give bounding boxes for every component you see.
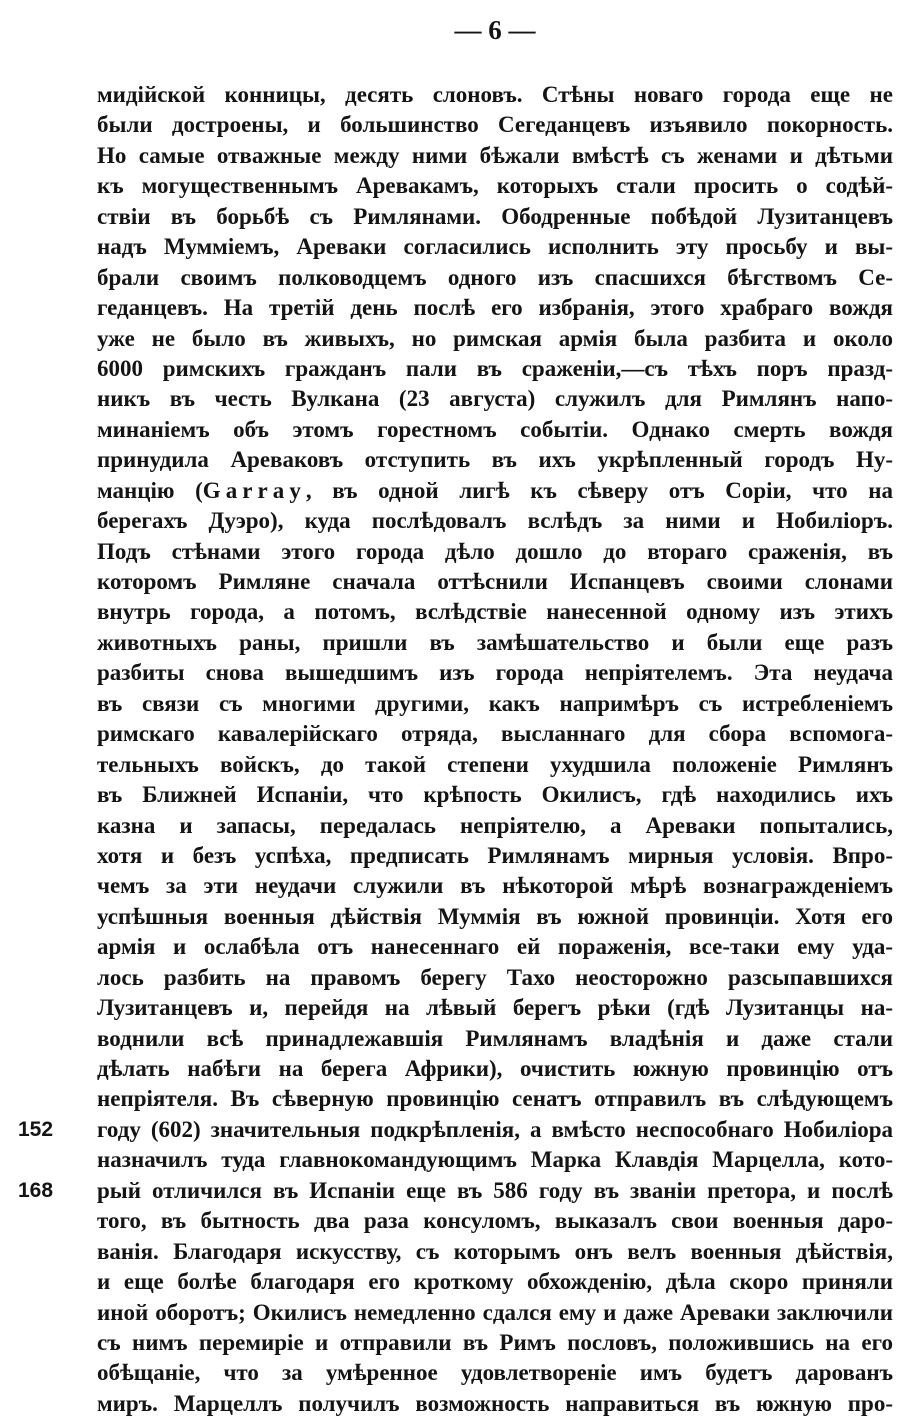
text-segment: манцію (	[97, 477, 203, 503]
text-line: принудила Ареваковъ отступить въ ихъ укрѣпленный городъ Ну-	[97, 447, 893, 473]
margin-note: 168	[18, 1179, 54, 1202]
text-line: разбиты снова вышедшимъ изъ города непріятелемъ. Эта неудача	[97, 660, 893, 686]
text-line: въ связи съ многими другими, какъ напримѣръ съ истребленіемъ	[97, 690, 893, 716]
text-line: того, въ бытность два раза консуломъ, выказалъ свои военныя даро-	[97, 1208, 893, 1234]
text-line: къ могущественнымъ Аревакамъ, которыхъ стали просить о содѣй-	[97, 173, 893, 199]
text-line: были достроены, и большинство Сегеданцевъ изъявило покорность.	[97, 112, 893, 138]
page-number: — 6 —	[454, 15, 536, 45]
text-line: чемъ за эти неудачи служили въ нѣкоторой мѣрѣ вознагражденіемъ	[97, 873, 893, 899]
text-line: Подъ стѣнами этого города дѣло дошло до втораго сраженія, въ	[97, 538, 893, 564]
text-line: и еще болѣе благодаря его кроткому обхожденію, дѣла скоро приняли	[97, 1269, 893, 1295]
text-column	[97, 80, 893, 1419]
text-line: мидійской конницы, десять слоновъ. Стѣны новаго города еще не	[97, 82, 893, 107]
text-line: Лузитанцевъ и, перейдя на лѣвый берегъ рѣки (гдѣ Лузитанцы на-	[97, 995, 893, 1021]
text-line: Но самые отважные между ними бѣжали вмѣстѣ съ женами и дѣтьми	[97, 142, 893, 168]
text-line: которомъ Римляне сначала оттѣснили Испанцевъ своими слонами	[97, 569, 893, 594]
text-line: брали своимъ полководцемъ одного изъ спасшихся бѣгствомъ Се-	[97, 264, 893, 290]
text-line: рый отличился въ Испаніи еще въ 586 году въ званіи претора, и послѣ	[97, 1177, 893, 1203]
text-line: геданцевъ. На третій день послѣ его избранія, этого храбраго вождя	[97, 295, 893, 321]
text-line: съ нимъ перемиріе и отправили въ Римъ пословъ, положившись на его	[97, 1329, 893, 1355]
text-line: хотя и безъ успѣха, предписать Римлянамъ мирныя условія. Впро-	[97, 842, 893, 868]
text-line: году (602) значительныя подкрѣпленія, а вмѣсто неспособнаго Нобиліора	[97, 1116, 893, 1142]
text-line: берегахъ Дуэро), куда послѣдовалъ вслѣдъ за ними и Нобиліоръ.	[97, 508, 893, 534]
text-line: миръ. Марцеллъ получилъ возможность направиться въ южную про-	[97, 1390, 893, 1416]
text-line: животныхъ раны, пришли въ замѣшательство и были еще разъ	[97, 629, 893, 655]
text-line: лось разбить на правомъ берегу Тахо неосторожно разсыпавшихся	[97, 964, 893, 990]
text-line: уже не было въ живыхъ, но римская армія была разбита и около	[97, 325, 893, 351]
text-line: иной оборотъ; Окилисъ немедленно сдался ему и даже Ареваки заключили	[97, 1299, 893, 1325]
margin-note: 152	[18, 1118, 54, 1141]
text-line: дѣлать набѣги на берега Африки), очистить южную провинцію отъ	[97, 1056, 893, 1081]
text-line: обѣщаніе, что за умѣренное удовлетвореніе имъ будетъ дарованъ	[97, 1360, 893, 1386]
text-segment: , въ одной лигѣ къ сѣверу отъ Соріи, что на	[305, 477, 893, 503]
text-line: назначилъ туда главнокомандующимъ Марка Клавдія Марцелла, кото-	[97, 1147, 893, 1173]
text-line: тельныхъ войскъ, до такой степени ухудшила положеніе Римлянъ	[97, 751, 893, 777]
spaced-word: Garray	[202, 477, 306, 503]
text-line: минаніемъ объ этомъ горестномъ событіи. Однако смерть вождя	[97, 416, 893, 442]
text-line: ствіи въ борьбѣ съ Римлянами. Ободренные побѣдой Лузитанцевъ	[97, 203, 893, 229]
text-line: воднили всѣ принадлежавшія Римлянамъ владѣнія и даже стали	[97, 1025, 893, 1051]
text-line: въ Ближней Испаніи, что крѣпость Окилисъ, гдѣ находились ихъ	[97, 782, 893, 808]
text-line: успѣшныя военныя дѣйствія Муммія въ южной провинціи. Хотя его	[97, 903, 893, 929]
text-line: 6000 римскихъ гражданъ пали въ сраженіи,—съ тѣхъ поръ празд-	[97, 355, 893, 381]
text-line: ванія. Благодаря искусству, съ которымъ онъ велъ военныя дѣйствія,	[97, 1238, 893, 1264]
text-line: внутрь города, а потомъ, вслѣдствіе нанесенной одному изъ этихъ	[97, 599, 893, 625]
text-line: непріятеля. Въ сѣверную провинцію сенатъ отправилъ въ слѣдующемъ	[97, 1086, 893, 1112]
text-line: армія и ослабѣла отъ нанесеннаго ей пораженія, все-таки ему уда-	[97, 934, 893, 960]
text-line: никъ въ честь Вулкана (23 августа) служилъ для Римлянъ напо-	[97, 386, 893, 412]
text-line	[97, 476, 893, 506]
text-line: римскаго кавалерійскаго отряда, высланнаго для сбора вспомога-	[97, 721, 893, 747]
text-line: казна и запасы, передалась непріятелю, а Ареваки попытались,	[97, 812, 893, 838]
text-line: надъ Мумміемъ, Ареваки согласились исполнить эту просьбу и вы-	[97, 234, 893, 260]
